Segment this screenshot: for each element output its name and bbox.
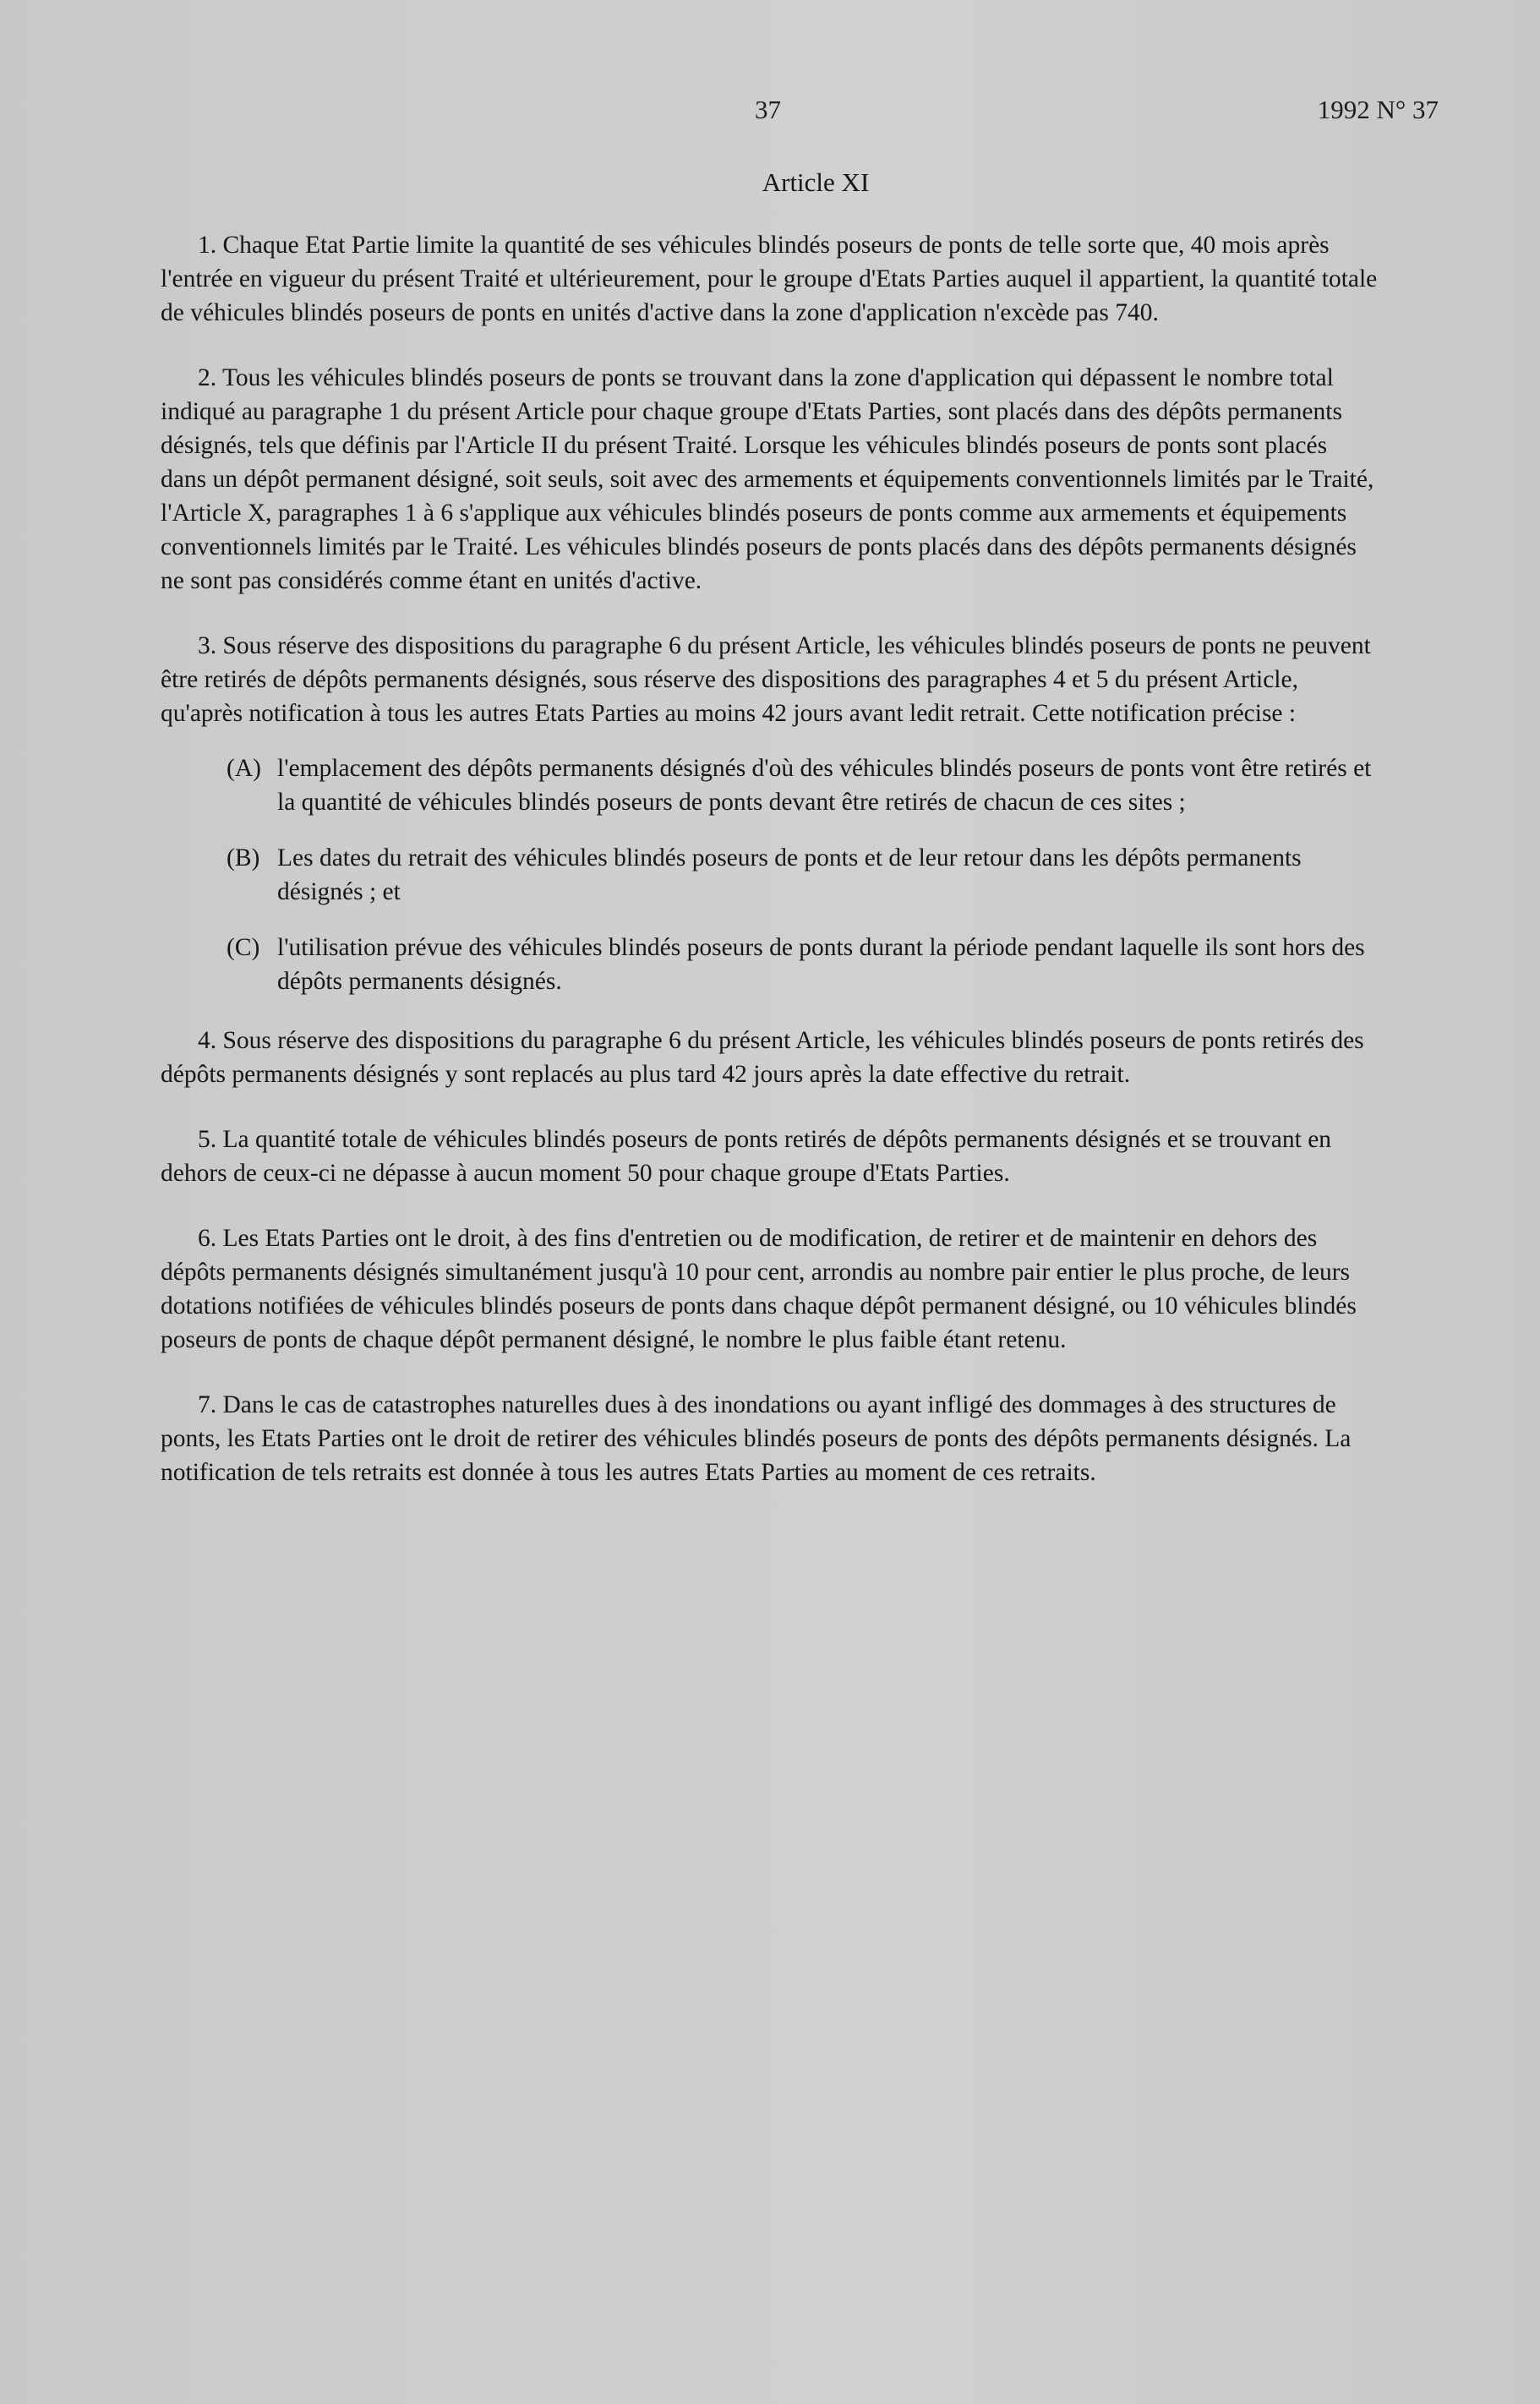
paragraph-3-subitems (227, 751, 1378, 998)
subitem-label: (A) (227, 755, 261, 782)
paragraph-1: 1. Chaque Etat Partie limite la quantité de ses véhicules blindés poseurs de ponts de telle sorte que, 40 mois après l'entrée en vigueur du présent Traité et ultérieurement, pour le groupe d'Etats Parties auquel il appartient, la quantité totale de véhicules blindés poseurs de ponts en unités d'active dans la zone d'application n'excède pas 740. (161, 232, 1378, 326)
subitem-label: (C) (227, 934, 260, 961)
page-number: 37 (755, 95, 781, 124)
paragraph-7: 7. Dans le cas de catastrophes naturelles dues à des inondations ou ayant infligé des dommages à des structures de ponts, les Etats Parties ont le droit de retirer des véhicules blindés poseurs de ponts des dépôts permanents désignés. La notification de tels retraits est donnée à tous les autres Etats Parties au moment de ces retraits. (161, 1391, 1352, 1486)
subitem-text: l'utilisation prévue des véhicules blindés poseurs de ponts durant la période pendant laquelle ils sont hors des dépôts permanents désignés. (277, 934, 1365, 995)
subitem-c (227, 931, 1378, 998)
paragraph-6: 6. Les Etats Parties ont le droit, à des fins d'entretien ou de modification, de retirer et de maintenir en dehors des dépôts permanents désignés simultanément jusqu'à 10 pour cent, arrondis au nombre pair entier le plus proche, de leurs dotations notifiées de véhicules blindés poseurs de ponts dans chaque dépôt permanent désigné, ou 10 véhicules blindés poseurs de ponts de chaque dépôt permanent désigné, le nombre le plus faible étant retenu. (161, 1225, 1357, 1353)
paragraph-5: 5. La quantité totale de véhicules blindés poseurs de ponts retirés de dépôts permanents désignés et se trouvant en dehors de ceux-ci ne dépasse à aucun moment 50 pour chaque groupe d'Etats Parties. (161, 1126, 1332, 1187)
subitem-label: (B) (227, 844, 260, 871)
subitem-text: l'emplacement des dépôts permanents désignés d'où des véhicules blindés poseurs de ponts vont être retirés et la quantité de véhicules blindés poseurs de ponts devant être retirés de chacun de ces sites ; (277, 755, 1372, 816)
article-title: Article XI (762, 167, 870, 197)
paragraph-4: 4. Sous réserve des dispositions du paragraphe 6 du présent Article, les véhicules blindés poseurs de ponts retirés des dépôts permanents désignés y sont replacés au plus tard 42 jours après la date effective du retrait. (161, 1027, 1364, 1088)
subitem-a (227, 751, 1378, 819)
article-body (161, 166, 1378, 1521)
subitem-b (227, 841, 1378, 909)
paragraph-2: 2. Tous les véhicules blindés poseurs de ponts se trouvant dans la zone d'application qui dépassent le nombre total indiqué au paragraphe 1 du présent Article pour chaque groupe d'Etats Parties, sont placés dans des dépôts permanents désignés, tels que définis par l'Article II du présent Traité. Lorsque les véhicules blindés poseurs de ponts sont placés dans un dépôt permanent désigné, soit seuls, soit avec des armements et équipements conventionnels limités par le Traité, l'Article X, paragraphes 1 à 6 s'applique aux véhicules blindés poseurs de ponts comme aux armements et équipements conventionnels limités par le Traité. Les véhicules blindés poseurs de ponts placés dans des dépôts permanents désignés ne sont pas considérés comme étant en unités d'active. (161, 364, 1374, 594)
document-reference: 1992 N° 37 (1317, 95, 1439, 124)
page-header (0, 95, 1540, 137)
subitem-text: Les dates du retrait des véhicules blindés poseurs de ponts et de leur retour dans les dépôts permanents désignés ; et (277, 844, 1302, 905)
paragraph-3: 3. Sous réserve des dispositions du paragraphe 6 du présent Article, les véhicules blindés poseurs de ponts ne peuvent être retirés de dépôts permanents désignés, sous réserve des dispositions des paragraphes 4 et 5 du présent Article, qu'après notification à tous les autres Etats Parties au moins 42 jours avant ledit retrait. Cette notification précise : (161, 632, 1371, 727)
